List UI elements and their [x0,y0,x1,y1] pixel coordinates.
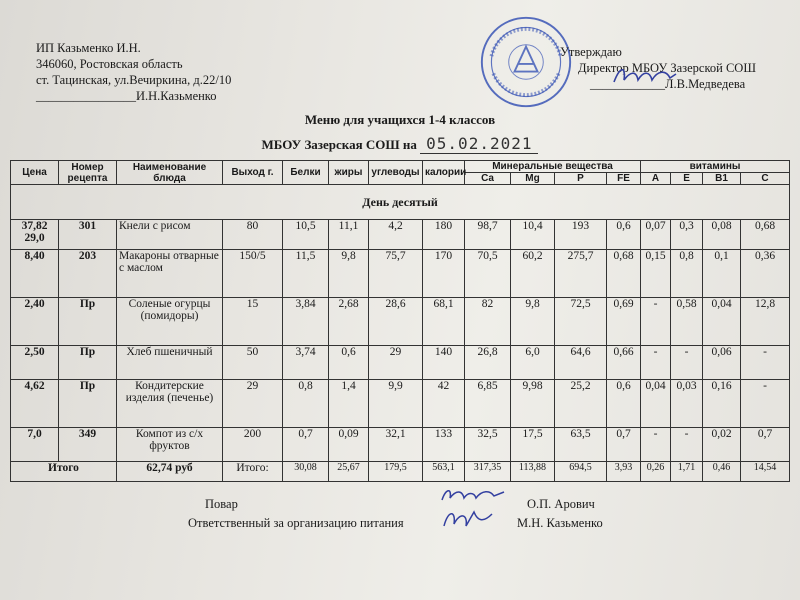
total-fe: 3,93 [607,462,641,482]
cell-price: 7,0 [11,428,59,462]
total-label-2: Итого: [223,462,283,482]
cook-role: Повар [205,497,238,511]
header-row [11,161,790,173]
cell-ca: 6,85 [465,380,511,428]
cell-fat: 0,6 [329,346,369,380]
cell-fe: 0,6 [607,220,641,250]
cell-carbs: 29 [369,346,423,380]
school-label: МБОУ Зазерская СОШ на [261,137,417,152]
cell-b1: 0,1 [703,250,741,298]
cell-mg: 6,0 [511,346,555,380]
total-kcal: 563,1 [423,462,465,482]
cell-carbs: 4,2 [369,220,423,250]
cell-b1: 0,08 [703,220,741,250]
cell-name: Кнели с рисом [117,220,223,250]
cell-yield: 150/5 [223,250,283,298]
cell-b1: 0,04 [703,298,741,346]
cell-a: - [641,298,671,346]
col-c: C [741,173,790,185]
cell-c: 0,36 [741,250,790,298]
menu-subtitle [0,134,800,153]
cell-e: - [671,346,703,380]
cell-kcal: 42 [423,380,465,428]
menu-date: 05.02.2021 [420,134,538,154]
cell-protein: 0,8 [283,380,329,428]
total-b1: 0,46 [703,462,741,482]
cell-c: 0,7 [741,428,790,462]
col-recipe: Номер рецепта [59,161,117,185]
col-price: Цена [11,161,59,185]
col-kcal: калории [423,161,465,185]
cell-yield: 50 [223,346,283,380]
director-title: Директор МБОУ Зазерской СОШ [578,61,756,75]
approve-label: Утверждаю [560,45,622,59]
cell-fe: 0,66 [607,346,641,380]
cell-ca: 82 [465,298,511,346]
cell-yield: 200 [223,428,283,462]
cell-carbs: 32,1 [369,428,423,462]
cell-fat: 2,68 [329,298,369,346]
cell-name: Кондитерские изделия (печенье) [117,380,223,428]
cell-ca: 70,5 [465,250,511,298]
total-c: 14,54 [741,462,790,482]
day-label: День десятый [11,185,790,220]
supplier-postcode: 346060, Ростовская область [36,57,183,71]
col-carbs: углеводы [369,161,423,185]
cell-b1: 0,16 [703,380,741,428]
cell-c: 0,68 [741,220,790,250]
cell-protein: 0,7 [283,428,329,462]
menu-table [10,160,790,482]
responsible-role: Ответственный за организацию питания [188,516,404,530]
cell-name: Макароны отварные с маслом [117,250,223,298]
cell-kcal: 140 [423,346,465,380]
table-row [11,380,790,428]
cell-fat: 11,1 [329,220,369,250]
cell-fe: 0,68 [607,250,641,298]
cell-ca: 32,5 [465,428,511,462]
director-signature [610,64,680,88]
col-yield: Выход г. [223,161,283,185]
cell-name: Компот из с/х фруктов [117,428,223,462]
cell-recipe: Пр [59,346,117,380]
cell-p: 193 [555,220,607,250]
supplier-name: ИП Казьменко И.Н. [36,41,141,55]
total-mg: 113,88 [511,462,555,482]
cell-recipe: Пр [59,298,117,346]
cell-kcal: 68,1 [423,298,465,346]
total-sum: 62,74 руб [117,462,223,482]
col-e: E [671,173,703,185]
cell-protein: 10,5 [283,220,329,250]
cell-ca: 26,8 [465,346,511,380]
total-label: Итого [11,462,117,482]
cell-price: 37,82 29,0 [11,220,59,250]
col-ca: Ca [465,173,511,185]
responsible-name: М.Н. Казьменко [517,516,603,530]
cell-protein: 3,74 [283,346,329,380]
cell-p: 25,2 [555,380,607,428]
table-row [11,250,790,298]
cell-price: 2,50 [11,346,59,380]
cell-p: 64,6 [555,346,607,380]
cell-yield: 15 [223,298,283,346]
cell-mg: 9,98 [511,380,555,428]
cell-fe: 0,6 [607,380,641,428]
cell-kcal: 180 [423,220,465,250]
table-row [11,428,790,462]
day-row [11,185,790,220]
total-protein: 30,08 [283,462,329,482]
cell-price: 4,62 [11,380,59,428]
supplier-signature-line: ________________И.Н.Казьменко [36,89,217,103]
cell-recipe: 349 [59,428,117,462]
cell-kcal: 170 [423,250,465,298]
cell-p: 63,5 [555,428,607,462]
table-row [11,298,790,346]
director-signature-line: ____________Л.В.Медведева [590,77,746,91]
cell-yield: 29 [223,380,283,428]
total-ca: 317,35 [465,462,511,482]
cell-b1: 0,06 [703,346,741,380]
cell-name: Хлеб пшеничный [117,346,223,380]
cell-a: - [641,346,671,380]
supplier-block [36,40,231,104]
total-carbs: 179,5 [369,462,423,482]
cell-fe: 0,7 [607,428,641,462]
cell-mg: 9,8 [511,298,555,346]
supplier-address: ст. Тацинская, ул.Вечиркина, д.22/10 [36,73,232,87]
col-vitamins: витамины [641,161,790,173]
col-b1: B1 [703,173,741,185]
cell-kcal: 133 [423,428,465,462]
col-minerals: Минеральные вещества [465,161,641,173]
cell-p: 275,7 [555,250,607,298]
cell-fat: 0,09 [329,428,369,462]
col-a: A [641,173,671,185]
cell-protein: 3,84 [283,298,329,346]
col-fat: жиры [329,161,369,185]
col-p: P [555,173,607,185]
col-mg: Mg [511,173,555,185]
total-row [11,462,790,482]
total-a: 0,26 [641,462,671,482]
total-e: 1,71 [671,462,703,482]
total-fat: 25,67 [329,462,369,482]
col-name: Наименование блюда [117,161,223,185]
cell-recipe: 203 [59,250,117,298]
cell-fe: 0,69 [607,298,641,346]
cell-price: 2,40 [11,298,59,346]
cell-c: - [741,380,790,428]
cell-e: 0,03 [671,380,703,428]
cell-fat: 1,4 [329,380,369,428]
cell-a: 0,15 [641,250,671,298]
menu-title: Меню для учащихся 1-4 классов [304,112,496,127]
cell-mg: 60,2 [511,250,555,298]
col-protein: Белки [283,161,329,185]
cell-a: - [641,428,671,462]
cell-e: 0,3 [671,220,703,250]
table-row [11,346,790,380]
cook-name: О.П. Арович [527,497,595,511]
total-p: 694,5 [555,462,607,482]
cell-a: 0,07 [641,220,671,250]
cell-protein: 11,5 [283,250,329,298]
cell-a: 0,04 [641,380,671,428]
table-row [11,220,790,250]
cell-name: Соленые огурцы (помидоры) [117,298,223,346]
cell-b1: 0,02 [703,428,741,462]
cell-yield: 80 [223,220,283,250]
cook-signature [438,484,508,506]
cell-recipe: Пр [59,380,117,428]
cell-mg: 10,4 [511,220,555,250]
cell-e: 0,58 [671,298,703,346]
cell-c: 12,8 [741,298,790,346]
cell-p: 72,5 [555,298,607,346]
cell-e: - [671,428,703,462]
cell-carbs: 9,9 [369,380,423,428]
cell-carbs: 75,7 [369,250,423,298]
cell-carbs: 28,6 [369,298,423,346]
cell-fat: 9,8 [329,250,369,298]
cell-ca: 98,7 [465,220,511,250]
cell-e: 0,8 [671,250,703,298]
cell-mg: 17,5 [511,428,555,462]
cell-c: - [741,346,790,380]
responsible-signature [438,506,498,532]
col-fe: FE [607,173,641,185]
cell-price: 8,40 [11,250,59,298]
cell-recipe: 301 [59,220,117,250]
